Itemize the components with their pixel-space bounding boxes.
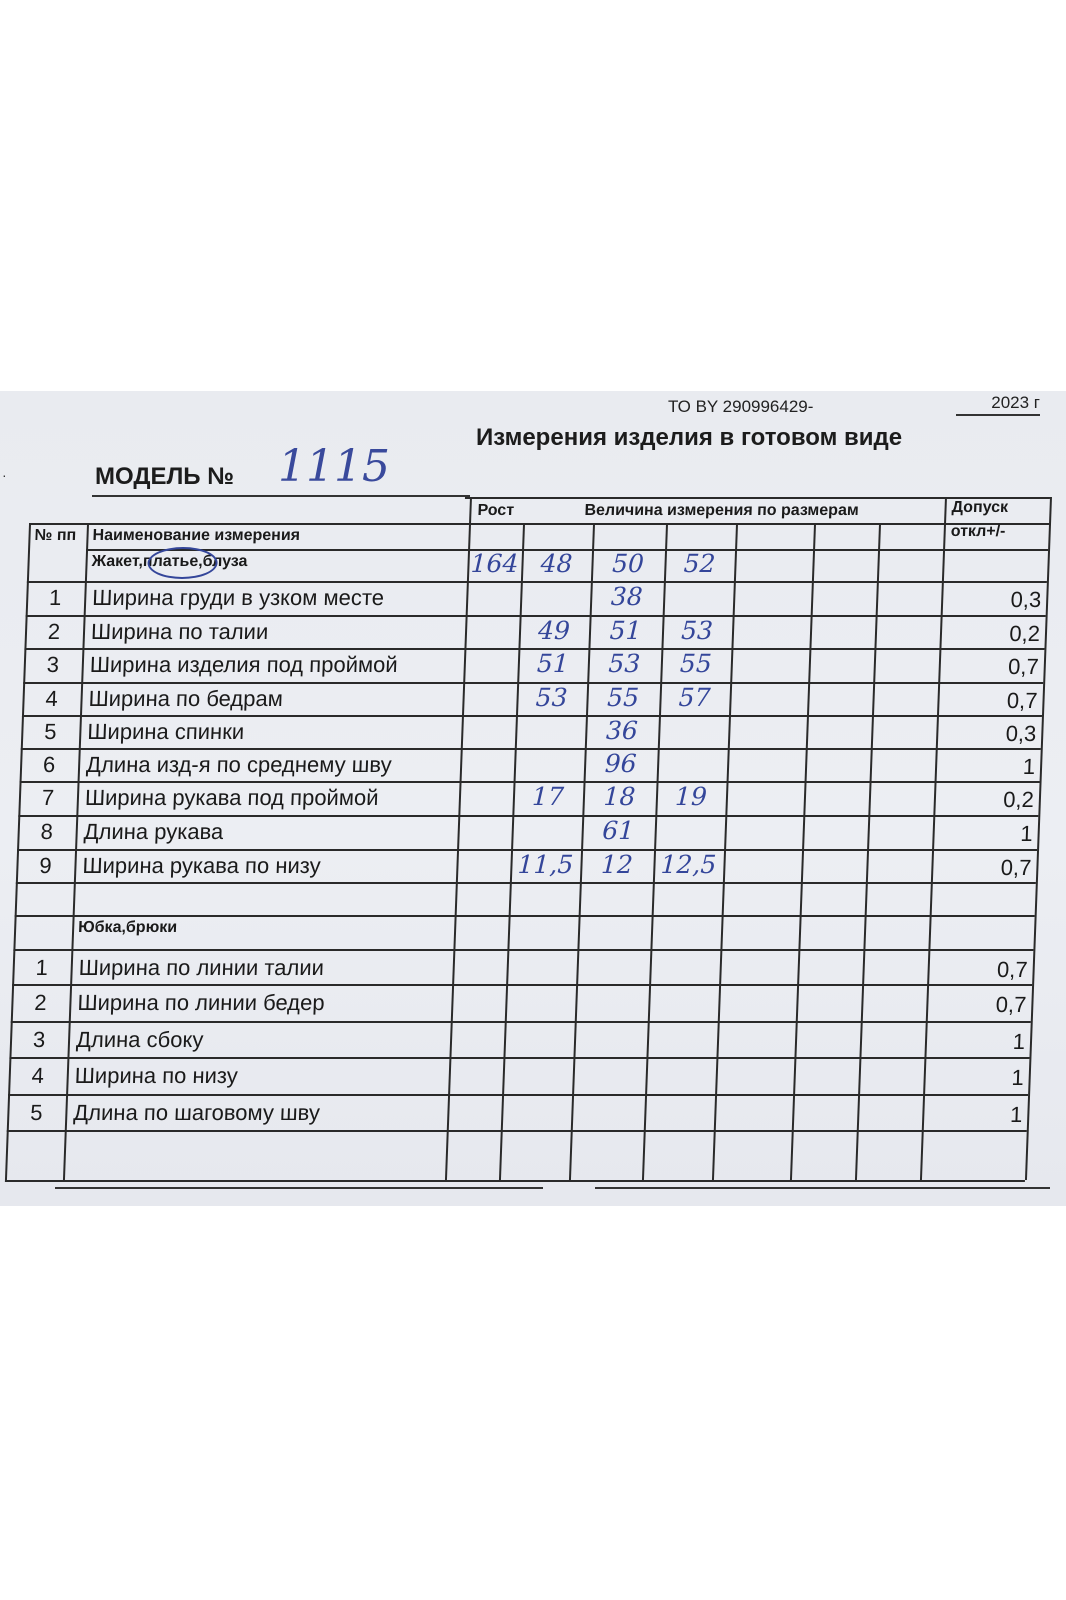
footer-line-left [55,1187,543,1189]
measurement-name: Ширина по линии бедер [77,990,326,1015]
measurement-name: Длина сбоку [75,1027,204,1052]
tolerance-value: 0,7 [1000,855,1032,880]
measurement-name: Ширина по линии талии [78,955,325,980]
row-number: 4 [45,686,59,711]
tolerance-value: 0,7 [1007,654,1040,679]
tolerance-value: 1 [1009,1102,1023,1127]
measurement-sheet [0,391,1066,1206]
row-number: 5 [43,719,57,744]
row-number: 9 [38,853,53,878]
col-tolerance-header: Допуск [951,499,1009,516]
col-tolerance-subheader: откл+/- [950,523,1006,540]
measurement-value: 12 [600,850,634,879]
measurement-name: Ширина изделия под проймой [89,652,399,677]
tolerance-value: 1 [1019,821,1034,846]
row-number: 2 [47,619,61,644]
measurement-value: 53 [535,683,569,712]
grid-line-row [13,949,1033,951]
col-name-header: Наименование измерения [92,527,301,544]
tolerance-value: 1 [1012,1029,1026,1054]
measurement-name: Ширина груди в узком месте [91,585,385,610]
measurement-value: 57 [678,683,712,712]
row-number: 2 [33,990,48,1015]
tolerance-value: 1 [1022,754,1036,779]
measurement-value: 18 [603,782,636,811]
measurement-value: 36 [605,716,639,745]
grid-line-head [29,523,1049,525]
measurement-value: 38 [610,582,644,611]
tolerance-value: 0,7 [1006,688,1038,713]
measurement-name: Длина изд-я по среднему шву [85,752,393,777]
grid-line-col [790,523,816,1180]
edge-mark: · [2,467,7,483]
measurement-value: 51 [609,616,643,645]
tolerance-value: 0,7 [995,992,1027,1017]
grid-line-col [855,523,881,1180]
grid-line-col [445,497,472,1180]
footer-line-right [595,1187,1050,1189]
grid-line-row [7,1130,1027,1132]
measurement-value: 51 [536,649,570,678]
row-number: 6 [42,752,56,777]
measurement-name: Длина по шаговому шву [72,1100,321,1125]
measurement-name: Ширина спинки [86,719,245,744]
tolerance-value: 0,2 [1008,621,1041,646]
size-header: 52 [683,549,716,578]
col-num-header: № пп [34,527,77,544]
tolerance-value: 0,7 [996,957,1029,982]
row-number: 5 [29,1100,44,1125]
row-number: 4 [31,1063,45,1088]
grid-line-row [18,815,1038,817]
grid-line-row [12,984,1032,986]
col-sizes-header: Величина измерения по размерам [584,502,860,519]
grid-line-row [16,882,1036,884]
model-number: 1115 [278,441,390,492]
measurement-name: Ширина по низу [74,1063,239,1088]
tolerance-value: 0,2 [1002,787,1035,812]
measurement-name: Ширина рукава под проймой [84,785,379,810]
grid-line-row [9,1057,1029,1059]
measurement-value: 17 [531,782,565,811]
row-number: 3 [32,1027,46,1052]
grid-line-row [27,581,1047,583]
section1-title: Жакет,платье,блуза [91,553,248,570]
grid-line-row [21,748,1041,750]
measurement-value: 96 [604,749,638,778]
measurement-value: 11,5 [517,850,574,879]
measurement-value: 53 [680,616,714,645]
col-height-header: Рост [477,502,515,519]
row-number: 1 [35,955,49,980]
measurement-value: 55 [606,683,640,712]
measurement-name: Ширина по бедрам [88,686,284,711]
grid-line-row [5,1180,1025,1182]
row-number: 8 [40,819,54,844]
grid-line-row [8,1094,1028,1096]
size-header: 48 [540,549,573,578]
measurement-name: Ширина по талии [90,619,269,644]
model-label: МОДЕЛЬ № [95,463,234,490]
measurement-value: 55 [679,649,713,678]
section2-title: Юбка,брюки [77,919,178,936]
selection-circle [147,547,218,579]
tolerance-value: 0,3 [1010,587,1042,612]
row-number: 1 [48,585,62,610]
row-number: 3 [46,652,60,677]
grid-line-row [15,915,1035,917]
grid-line-row [11,1021,1031,1023]
size-header: 50 [611,549,645,578]
tolerance-value: 0,3 [1005,721,1037,746]
tolerance-value: 1 [1011,1065,1025,1090]
doc-title: Измерения изделия в готовом виде [476,424,903,451]
measurement-name: Ширина рукава по низу [82,853,322,878]
measurement-value: 12,5 [660,850,717,879]
doc-code: ТО BY 290996429- [668,397,814,416]
grid-line-row [22,715,1042,717]
measurement-value: 49 [537,616,571,645]
measurement-value: 53 [607,649,641,678]
doc-year: 2023 г [956,393,1040,416]
measurement-table [0,497,1050,1180]
measurement-value: 19 [674,782,708,811]
measurement-name: Длина рукава [83,819,224,844]
row-number: 7 [41,785,55,810]
height-value: 164 [470,549,519,578]
measurement-value: 61 [601,816,635,845]
